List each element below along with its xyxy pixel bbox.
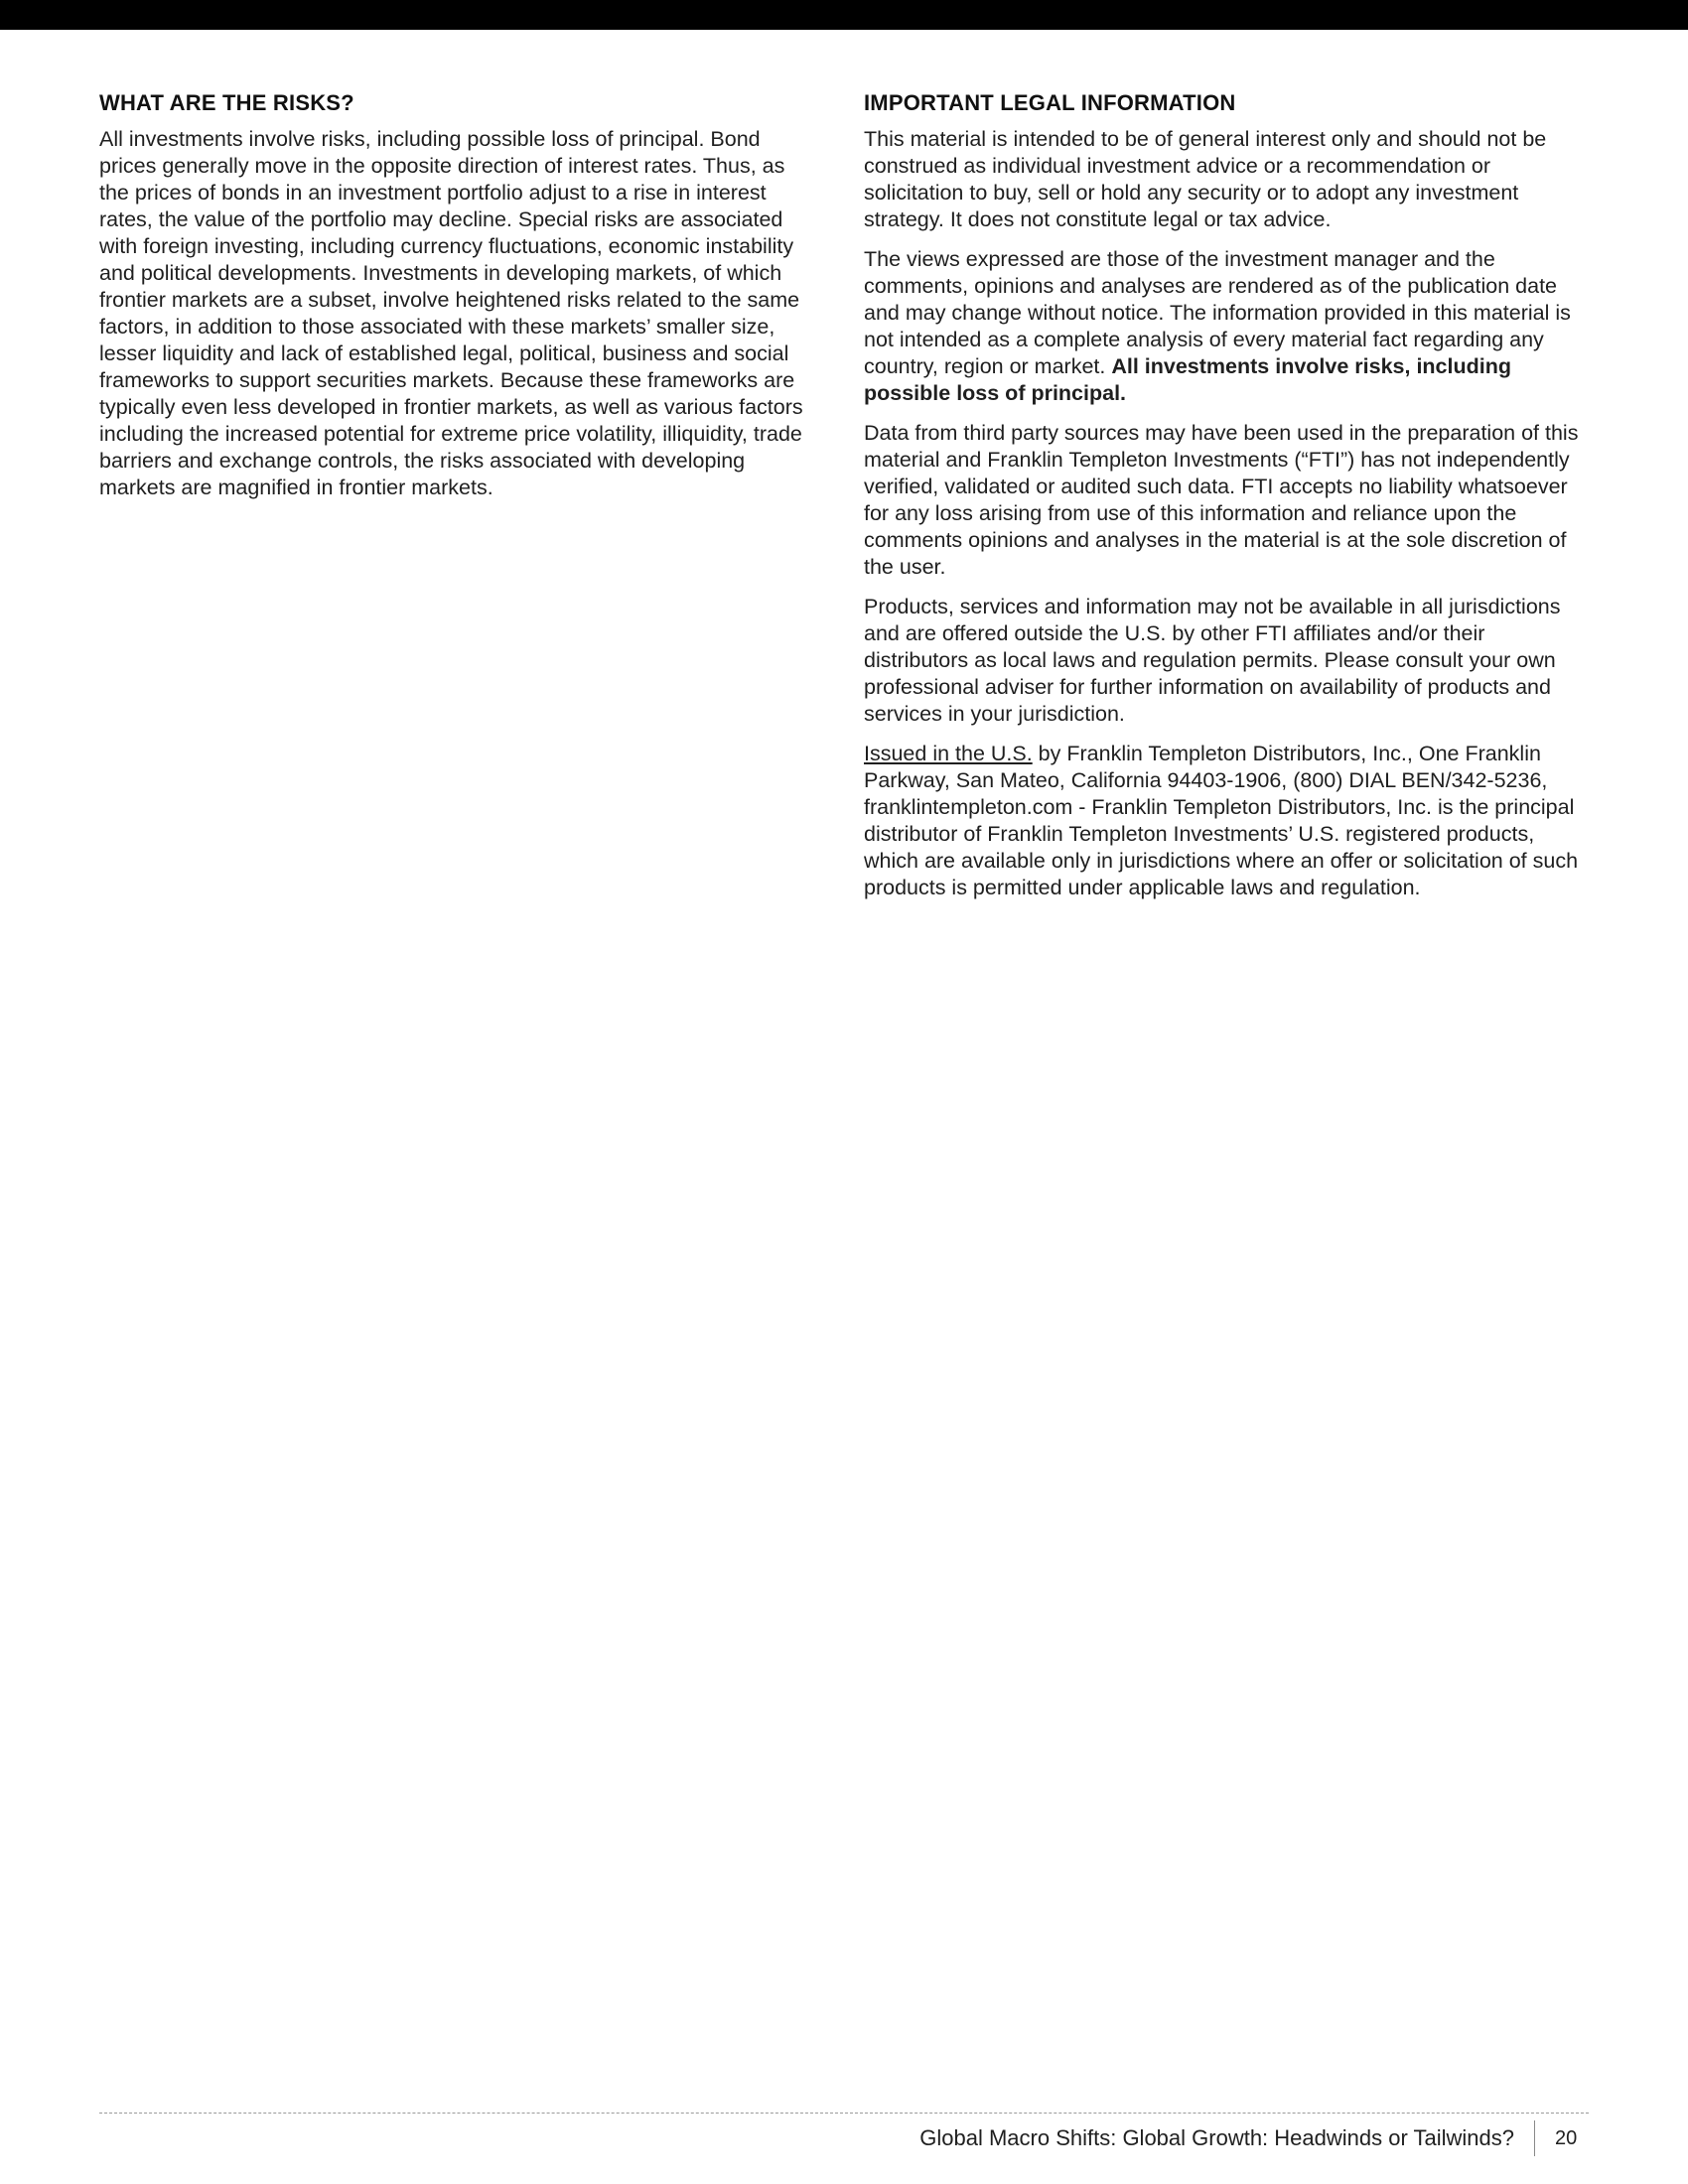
risks-body-paragraph: All investments involve risks, including possible loss of principal. Bond prices generally move in the opposite direction of interest rates. Thus, as the prices of bonds in an investment portfolio adjust to a rise in interest rates, the value of the portfolio may decline. Special risks are associated with foreign investing, including currency fluctuations, economic instability and political developments. Investments in developing markets, of which frontier markets are a subset, involve heightened risks related to the same factors, in addition to those associated with these markets’ smaller size, lesser liquidity and lack of established legal, political, business and social frameworks to support securities markets. Because these frameworks are typically even less developed in frontier markets, as well as various factors including the increased potential for extreme price volatility, illiquidity, trade barriers and exchange controls, the risks associated with developing markets are magnified in frontier markets. — [99, 127, 803, 499]
legal-paragraph-5-text: by Franklin Templeton Distributors, Inc., One Franklin Parkway, San Mateo, California 94403-1906, (800) DIAL BEN/342-5236, franklintempleton.com - Franklin Templeton Distributors, Inc. is the principal distributor of Franklin Templeton Investments’ U.S. registered products, which are available only in jurisdictions where an offer or solicitation of such products is permitted under applicable laws and regulation. — [864, 742, 1579, 899]
legal-section — [864, 89, 1589, 901]
footer-document-title: Global Macro Shifts: Global Growth: Headwinds or Tailwinds? — [919, 2125, 1514, 2150]
footer-row — [99, 2114, 1589, 2156]
issued-in-us-label: Issued in the U.S. — [864, 742, 1033, 765]
top-bar — [0, 0, 1688, 30]
legal-paragraph-2-text: The views expressed are those of the investment manager and the comments, opinions and analyses are rendered as of the publication date and may change without notice. The information provided in this material is not intended as a complete analysis of every material fact regarding any country, region or market. — [864, 247, 1571, 378]
risks-heading: WHAT ARE THE RISKS? — [99, 90, 354, 115]
content-area — [99, 89, 1589, 901]
legal-paragraph-1: This material is intended to be of general interest only and should not be construed as individual investment advice or a recommendation or solicitation to buy, sell or hold any security or to adopt any investment strategy. It does not constitute legal or tax advice. — [864, 127, 1547, 231]
page-number: 20 — [1555, 2126, 1578, 2149]
legal-heading: IMPORTANT LEGAL INFORMATION — [864, 90, 1236, 115]
legal-paragraph-3: Data from third party sources may have been used in the preparation of this material and Franklin Templeton Investments (“FTI”) has not independently verified, validated or audited such data. FTI accepts no liability whatsoever for any loss arising from use of this information and reliance upon the comments opinions and analyses in the material is at the sole discretion of the user. — [864, 421, 1579, 579]
legal-paragraph-2-bold-text: All investments involve risks, including possible loss of principal. — [864, 354, 1511, 405]
page-footer — [99, 2113, 1589, 2156]
footer-separator — [1534, 2120, 1535, 2156]
legal-paragraph-4: Products, services and information may not be available in all jurisdictions and are offered outside the U.S. by other FTI affiliates and/or their distributors as local laws and regulation permits. Please consult your own professional adviser for further information on availability of products and services in your jurisdiction. — [864, 595, 1561, 726]
risks-section — [99, 89, 816, 901]
legal-paragraph-2 — [864, 246, 1589, 407]
legal-paragraph-5 — [864, 741, 1589, 901]
